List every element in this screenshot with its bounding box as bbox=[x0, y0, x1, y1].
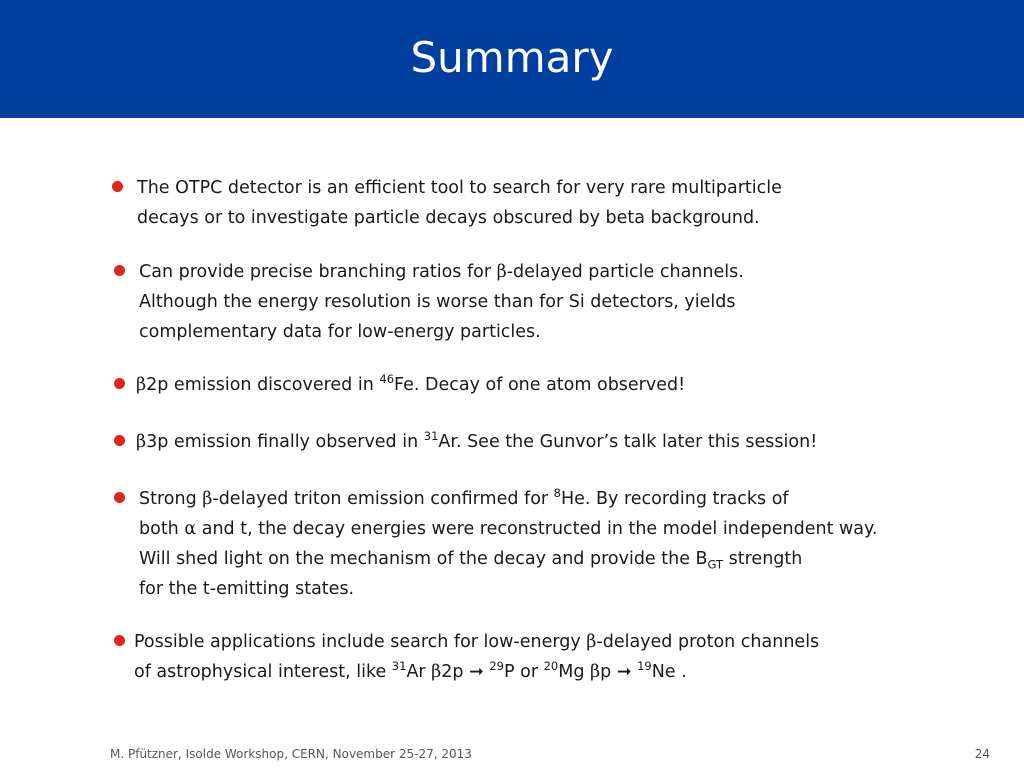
bullet-text: -delayed particle channels. bbox=[506, 262, 744, 282]
bullet-text: Mg bbox=[558, 662, 591, 682]
beta-symbol: β bbox=[496, 262, 507, 282]
bullet-dot bbox=[114, 635, 125, 646]
isotope-mass-number: 46 bbox=[379, 372, 395, 387]
bullet-text: Possible applications include search for low-energy bbox=[134, 632, 587, 652]
beta-symbol: β bbox=[586, 632, 597, 652]
isotope-mass-number: 31 bbox=[423, 429, 439, 444]
bullet-text: for the t-emitting states. bbox=[139, 579, 355, 599]
alpha-symbol: α bbox=[184, 519, 197, 539]
bullet-text: Ar. See the Gunvor’s talk later this session! bbox=[438, 432, 818, 452]
bullet-text: Although the energy resolution is worse than for Si detectors, yields bbox=[139, 292, 736, 312]
bullet-dot bbox=[114, 378, 125, 389]
bullet-dot bbox=[112, 181, 123, 192]
bullet-text: -delayed triton emission confirmed for bbox=[212, 489, 554, 509]
bullet-text: P or bbox=[504, 662, 544, 682]
beta-symbol: β bbox=[202, 489, 213, 509]
bullet-text: Ne . bbox=[651, 662, 687, 682]
arrow-icon: ➞ bbox=[469, 662, 484, 682]
bullet-text: The OTPC detector is an efficient tool to search for very rare multiparticle bbox=[137, 178, 782, 198]
beta-symbol: β bbox=[431, 662, 442, 682]
bullet-text: Fe. Decay of one atom observed! bbox=[394, 375, 686, 395]
bullet-3p-emission bbox=[136, 427, 817, 457]
bullet-text: Ar bbox=[406, 662, 432, 682]
beta-symbol: β bbox=[136, 432, 147, 452]
bullet-text: 3p emission finally observed in bbox=[146, 432, 424, 452]
bullet-otpc-detector bbox=[137, 173, 782, 233]
bullet-applications bbox=[134, 627, 819, 687]
bullet-text: p bbox=[600, 662, 617, 682]
subscript-gt: GT bbox=[707, 557, 724, 572]
bullet-text: both bbox=[139, 519, 185, 539]
bullet-triton-emission bbox=[139, 484, 877, 604]
footer-credit: M. Pfützner, Isolde Workshop, CERN, November 25-27, 2013 bbox=[110, 747, 472, 761]
bullet-text: He. By recording tracks of bbox=[561, 489, 789, 509]
bullet-text: and t, the decay energies were reconstructed in the model independent way. bbox=[196, 519, 878, 539]
bullet-text: strength bbox=[723, 549, 803, 569]
bullet-2p-emission bbox=[136, 370, 685, 400]
bullet-text: complementary data for low-energy particles. bbox=[139, 322, 541, 342]
bullet-text: of astrophysical interest, like bbox=[134, 662, 392, 682]
bullet-text: Can provide precise branching ratios for bbox=[139, 262, 497, 282]
isotope-mass-number: 31 bbox=[391, 659, 407, 674]
arrow-icon: ➞ bbox=[616, 662, 632, 682]
bullet-text: decays or to investigate particle decays obscured by beta background. bbox=[137, 208, 760, 228]
bullet-branching-ratios bbox=[139, 257, 744, 347]
slide-title: Summary bbox=[410, 33, 614, 82]
bullet-text: 2p bbox=[441, 662, 470, 682]
bullet-text: 2p emission discovered in bbox=[146, 375, 380, 395]
bullet-text: -delayed proton channels bbox=[596, 632, 820, 652]
bullet-dot bbox=[114, 435, 125, 446]
isotope-mass-number: 8 bbox=[553, 486, 561, 501]
bullet-dot bbox=[114, 492, 125, 503]
isotope-mass-number: 19 bbox=[637, 659, 652, 674]
beta-symbol: β bbox=[590, 662, 601, 682]
bullet-text: Will shed light on the mechanism of the decay and provide the B bbox=[139, 549, 708, 569]
page-number: 24 bbox=[974, 747, 990, 761]
bullet-dot bbox=[114, 265, 125, 276]
isotope-mass-number: 20 bbox=[543, 659, 559, 674]
isotope-mass-number: 29 bbox=[489, 659, 504, 674]
beta-symbol: β bbox=[136, 375, 147, 395]
bullet-text: Strong bbox=[139, 489, 203, 509]
